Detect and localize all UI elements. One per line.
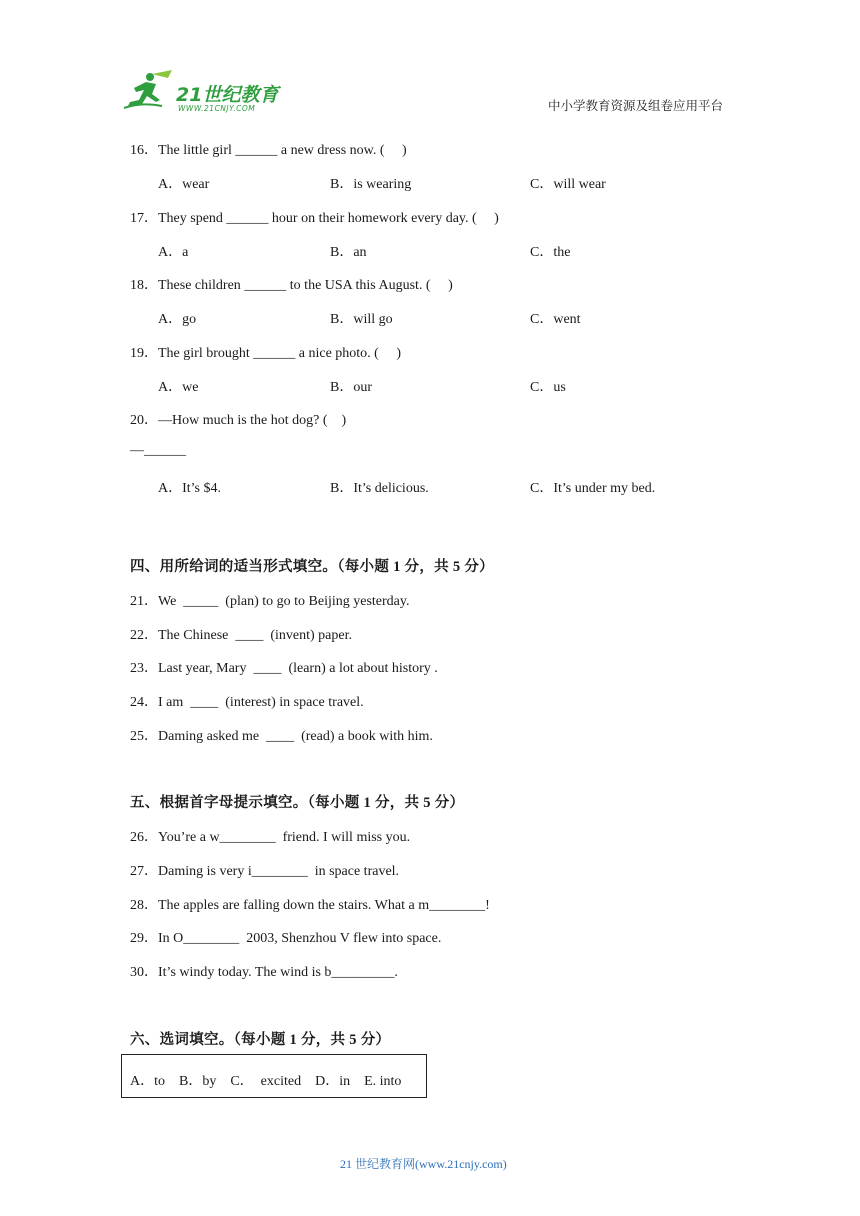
answer-line-20: —______: [130, 443, 186, 458]
option-18-b: B．will go: [330, 312, 393, 327]
option-19-b: B．our: [330, 380, 372, 395]
question-23: 23．Last year, Mary ____ (learn) a lot about history .: [130, 661, 438, 676]
option-20-c: C．It’s under my bed.: [530, 481, 656, 496]
logo-runner-icon: [122, 68, 180, 112]
option-20-a: A．It’s $4.: [158, 481, 221, 496]
section-5-title: 五、根据首字母提示填空。（每小题 1 分，共 5 分）: [130, 795, 465, 811]
option-19-a: A．we: [158, 380, 199, 395]
question-18: 18．These children ______ to the USA this August. ( ): [130, 278, 453, 293]
option-16-a: A．wear: [158, 177, 210, 192]
option-19-c: C．us: [530, 380, 566, 395]
logo-text: 21世纪教育: [176, 84, 279, 106]
section-4-title: 四、用所给词的适当形式填空。（每小题 1 分，共 5 分）: [130, 559, 494, 575]
question-21: 21．We _____ (plan) to go to Beijing yesterday.: [130, 594, 410, 609]
option-18-c: C．went: [530, 312, 581, 327]
question-17: 17．They spend ______ hour on their homework every day. ( ): [130, 211, 499, 226]
question-22: 22．The Chinese ____ (invent) paper.: [130, 628, 353, 643]
page-footer: 21 世纪教育网(www.21cnjy.com): [340, 1157, 507, 1171]
question-25: 25．Daming asked me ____ (read) a book with him.: [130, 729, 433, 744]
option-20-b: B．It’s delicious.: [330, 481, 429, 496]
option-16-b: B．is wearing: [330, 177, 412, 192]
question-24: 24．I am ____ (interest) in space travel.: [130, 695, 364, 710]
platform-title: 中小学教育资源及组卷应用平台: [548, 99, 724, 113]
option-16-c: C．will wear: [530, 177, 606, 192]
question-26: 26．You’re a w________ friend. I will miss you.: [130, 830, 411, 845]
question-19: 19．The girl brought ______ a nice photo. ( ): [130, 346, 402, 361]
logo-url: WWW.21CNJY.COM: [178, 104, 256, 113]
question-20: 20．—How much is the hot dog? ( ): [130, 413, 347, 428]
option-17-c: C．the: [530, 245, 571, 260]
section-6-title: 六、选词填空。（每小题 1 分，共 5 分）: [130, 1032, 391, 1048]
option-17-b: B．an: [330, 245, 367, 260]
word-box-text: A．to B．by C． excited D．in E. into: [130, 1074, 402, 1089]
option-17-a: A．a: [158, 245, 189, 260]
option-18-a: A．go: [158, 312, 197, 327]
question-16: 16．The little girl ______ a new dress now. ( ): [130, 143, 407, 158]
question-28: 28．The apples are falling down the stairs. What a m________!: [130, 898, 490, 913]
question-29: 29．In O________ 2003, Shenzhou V flew into space.: [130, 931, 442, 946]
question-27: 27．Daming is very i________ in space travel.: [130, 864, 400, 879]
question-30: 30．It’s windy today. The wind is b_________.: [130, 965, 398, 980]
